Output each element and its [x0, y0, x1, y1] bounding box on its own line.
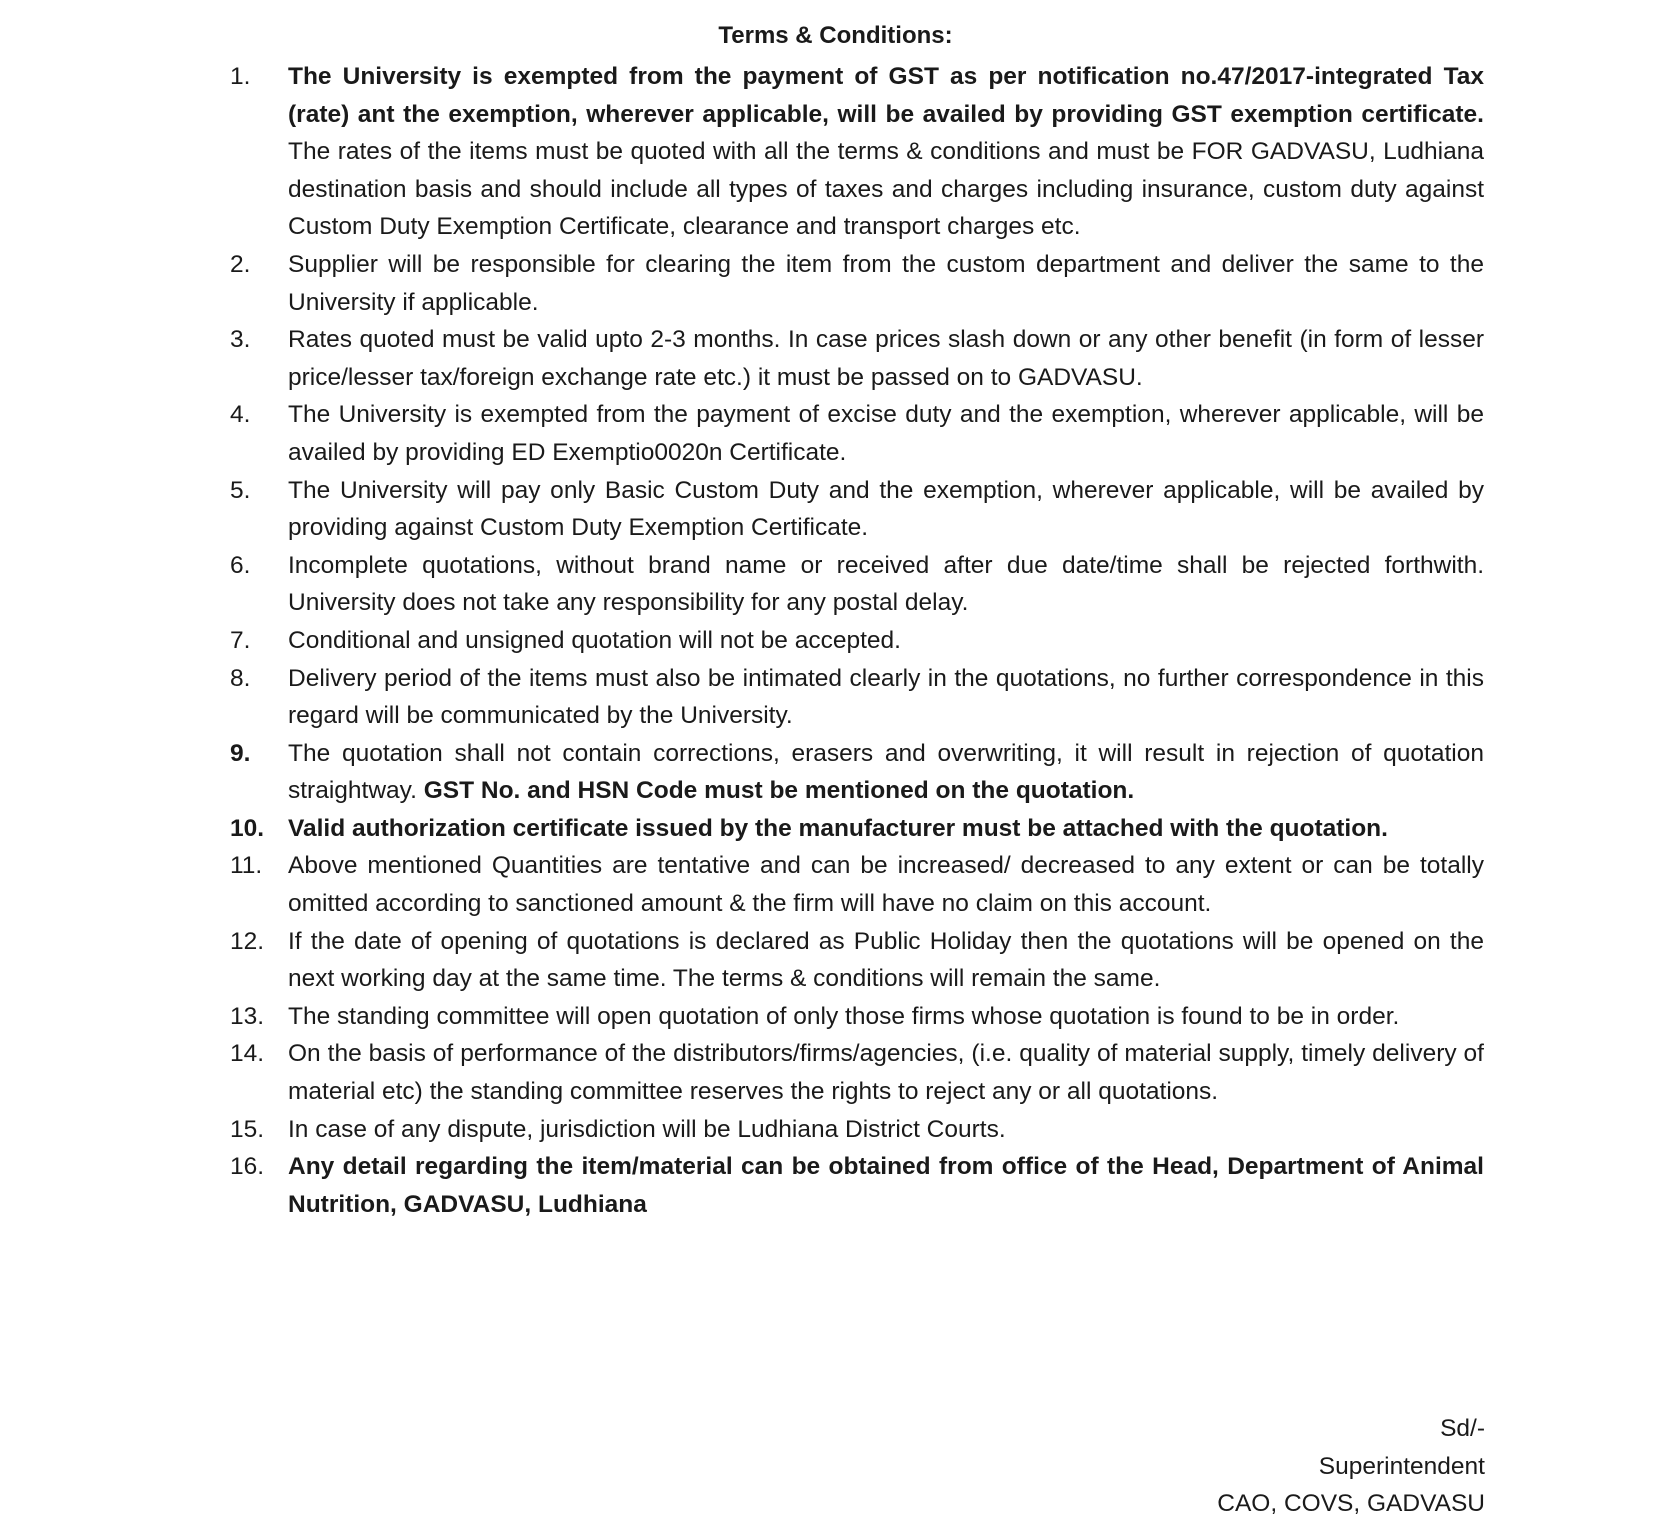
term-item-14 [230, 1035, 1484, 1110]
term-text: Supplier will be responsible for clearing the item from the custom department and deliver the same to the University if applicable. [288, 250, 1484, 316]
term-text: Rates quoted must be valid upto 2-3 months. In case prices slash down or any other benefit (in form of lesser price/lesser tax/foreign exchange rate etc.) it must be passed on to GADVASU. [288, 326, 1484, 391]
term-item-2 [230, 246, 1484, 321]
term-number: 13. [230, 1002, 265, 1030]
term-item-16 [230, 1148, 1484, 1223]
term-item-8 [230, 660, 1484, 735]
term-bold-tail: GST No. and HSN Code must be mentioned on the quotation. [423, 777, 1135, 805]
term-text: The University is exempted from the payment of excise duty and the exemption, wherever applicable, will be availed by providing ED Exemptio0020n Certificate. [288, 401, 1484, 466]
page-title: Terms & Conditions: [718, 22, 953, 49]
term-item-11 [230, 847, 1484, 922]
terms-list [230, 58, 1484, 1223]
signature-block [1217, 1410, 1485, 1523]
term-item-12 [230, 923, 1484, 998]
term-item-13 [230, 998, 1484, 1036]
signature-office: CAO, COVS, GADVASU [1217, 1490, 1485, 1518]
term-number: 2. [230, 250, 251, 278]
term-text: In case of any dispute, jurisdiction will be Ludhiana District Courts. [288, 1115, 1006, 1143]
term-number: 10. [230, 814, 265, 842]
term-text: Above mentioned Quantities are tentative and can be increased/ decreased to any extent or can be totally omitted according to sanctioned amount & the firm will have no claim on this account. [288, 852, 1484, 918]
term-number: 8. [230, 664, 251, 692]
term-number: 15. [230, 1115, 265, 1143]
term-item-9 [230, 735, 1484, 810]
signature-designation: Superintendent [1318, 1452, 1485, 1480]
term-bold-text: The University is exempted from the payment of GST as per notification no.47/2017-integrated Tax (rate) ant the exemption, wherever applicable, will be availed by providing GST exemption certificate. [288, 63, 1484, 128]
term-number: 6. [230, 551, 251, 579]
term-number: 9. [230, 739, 251, 767]
term-item-6 [230, 547, 1484, 622]
signature-sd: Sd/- [1440, 1415, 1485, 1442]
term-item-7 [230, 622, 1484, 660]
term-item-3 [230, 321, 1484, 396]
term-item-4 [230, 396, 1484, 471]
term-text: On the basis of performance of the distributors/firms/agencies, (i.e. quality of material supply, timely delivery of material etc) the standing committee reserves the rights to reject any or all quotations. [288, 1040, 1484, 1106]
term-number: 14. [230, 1040, 265, 1068]
term-text: Incomplete quotations, without brand name or received after due date/time shall be rejected forthwith. University does not take any responsibility for any postal delay. [288, 551, 1484, 617]
term-item-1 [230, 58, 1484, 246]
term-number: 16. [230, 1153, 265, 1181]
term-text: Conditional and unsigned quotation will not be accepted. [288, 626, 901, 654]
term-text: The standing committee will open quotation of only those firms whose quotation is found to be in order. [288, 1002, 1400, 1030]
term-number: 3. [230, 326, 251, 354]
term-number: 4. [230, 401, 251, 429]
term-bold-text: Valid authorization certificate issued by the manufacturer must be attached with the quotation. [288, 814, 1388, 842]
term-number: 11. [230, 852, 263, 880]
term-text: If the date of opening of quotations is declared as Public Holiday then the quotations will be opened on the next working day at the same time. The terms & conditions will remain the same. [288, 927, 1484, 993]
term-number: 7. [230, 626, 251, 654]
term-text: Delivery period of the items must also be intimated clearly in the quotations, no further correspondence in this regard will be communicated by the University. [288, 664, 1484, 730]
term-text: The University will pay only Basic Custom Duty and the exemption, wherever applicable, will be availed by providing against Custom Duty Exemption Certificate. [288, 476, 1484, 542]
term-item-15 [230, 1111, 1484, 1149]
term-bold-text: Any detail regarding the item/material can be obtained from office of the Head, Department of Animal Nutrition, GADVASU, Ludhiana [288, 1153, 1484, 1218]
term-item-5 [230, 472, 1484, 547]
term-number: 12. [230, 927, 265, 955]
term-text: The rates of the items must be quoted with all the terms & conditions and must be FOR GADVASU, Ludhiana destination basis and should include all types of taxes and charges including insurance, custom duty against Custom Duty Exemption Certificate, clearance and transport charges etc. [288, 138, 1484, 241]
term-text: The quotation shall not contain corrections, erasers and overwriting, it will result in rejection of quotation straightway. [288, 739, 1484, 805]
term-item-10 [230, 810, 1484, 848]
term-number: 5. [230, 476, 251, 504]
term-number: 1. [230, 63, 251, 90]
